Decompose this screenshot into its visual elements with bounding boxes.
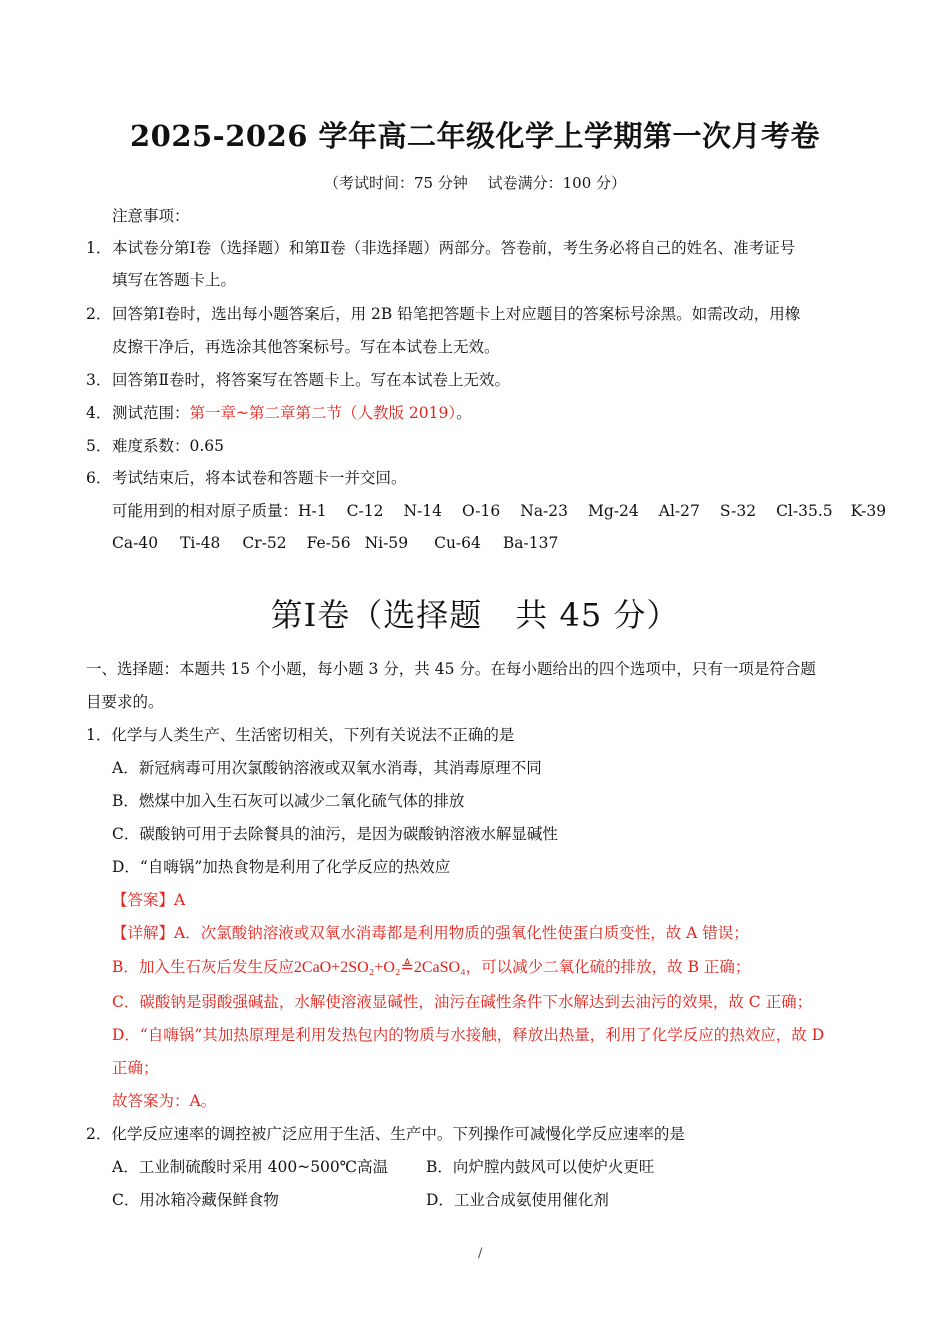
question-1-option-a: A．新冠病毒可用次氯酸钠溶液或双氧水消毒，其消毒原理不同: [112, 759, 542, 777]
note-item-1-cont: 填写在答题卡上。: [112, 271, 237, 289]
atomic-mass: S-32: [719, 502, 757, 520]
question-2-option-b: B．向炉膛内鼓风可以使炉火更旺: [426, 1158, 655, 1176]
note-item-1: [86, 238, 795, 258]
question-2-option-c: C．用冰箱冷藏保鲜食物: [112, 1191, 279, 1209]
question-1-conclusion: 故答案为：A。: [112, 1092, 217, 1110]
question-1-option-b: B．燃煤中加入生石灰可以减少二氧化硫气体的排放: [112, 792, 465, 810]
note-number: 3．: [86, 371, 112, 389]
question-1-detail-b: [112, 957, 750, 978]
note-text: 回答第Ⅰ卷时，选出每小题答案后，用 2B 铅笔把答题卡上对应题目的答案标号涂黑。如需改动，用橡: [112, 305, 801, 323]
question-1-detail-d: D．“自嗨锅”其加热原理是利用发热包内的物质与水接触，释放出热量，利用了化学反应的热效应，故 D: [112, 1026, 825, 1044]
question-2-option-a: A．工业制硫酸时采用 400~500℃高温: [112, 1158, 389, 1176]
test-scope: 第一章~第二章第二节（人教版 2019）: [189, 404, 457, 422]
note-text: 本试卷分第Ⅰ卷（选择题）和第Ⅱ卷（非选择题）两部分。答卷前，考生务必将自己的姓名、准考证号: [112, 239, 796, 257]
detail-text: B．加入生石灰后发生反应: [112, 958, 294, 976]
section-instruction-cont: 目要求的。: [86, 693, 164, 711]
question-2-stem: 2．化学反应速率的调控被广泛应用于生活、生产中。下列操作可减慢化学反应速率的是: [86, 1125, 685, 1143]
atomic-mass: H-1: [298, 502, 327, 520]
exam-title: 2025-2026 学年高二年级化学上学期第一次月考卷: [129, 119, 821, 153]
atomic-mass: Cr-52: [242, 534, 287, 552]
atomic-mass: Fe-56: [306, 534, 351, 552]
note-number: 4．: [86, 404, 112, 422]
question-2-option-d: D．工业合成氨使用催化剂: [426, 1191, 609, 1209]
atomic-mass: C-12: [346, 502, 384, 520]
exam-subtitle: （考试时间：75 分钟 试卷满分：100 分）: [323, 174, 627, 192]
note-number: 5．: [86, 437, 112, 455]
atomic-mass: K-39: [850, 502, 887, 520]
question-1-answer: 【答案】A: [112, 891, 186, 909]
atomic-mass: Na-23: [520, 502, 569, 520]
question-1-detail-a: 【详解】A．次氯酸钠溶液或双氧水消毒都是利用物质的强氧化性使蛋白质变性，故 A 错误；: [112, 924, 749, 942]
atomic-mass: Cl-35.5: [776, 502, 833, 520]
section-title: 第Ⅰ卷（选择题 共 45 分）: [270, 596, 680, 634]
atomic-mass: Ba-137: [502, 534, 559, 552]
note-item-3: [86, 370, 510, 390]
question-1-stem: 1．化学与人类生产、生活密切相关，下列有关说法不正确的是: [86, 726, 515, 744]
note-text: 测试范围：: [112, 404, 190, 422]
question-1-option-d: D．“自嗨锅”加热食物是利用了化学反应的热效应: [112, 858, 451, 876]
atomic-mass: Cu-64: [434, 534, 481, 552]
reaction-equation: 2CaO+2SO₂+O₂≜2CaSO₄: [293, 959, 466, 976]
question-1-detail-d-cont: 正确；: [112, 1059, 159, 1077]
note-item-2-cont: 皮擦干净后，再选涂其他答案标号。写在本试卷上无效。: [112, 338, 500, 356]
atomic-mass: O-16: [462, 502, 501, 520]
note-text: 考试结束后，将本试卷和答题卡一并交回。: [112, 469, 407, 487]
note-suffix: 。: [456, 404, 472, 422]
atomic-mass: Al-27: [658, 502, 700, 520]
question-1-option-c: C．碳酸钠可用于去除餐具的油污，是因为碳酸钠溶液水解显碱性: [112, 825, 558, 843]
notes-heading: 注意事项：: [112, 207, 190, 225]
note-number: 6．: [86, 469, 112, 487]
note-number: 1．: [86, 239, 112, 257]
atomic-mass-row-1: [112, 501, 886, 521]
detail-text: ，可以减少二氧化硫的排放，故 B 正确；: [465, 958, 751, 976]
note-item-4: [86, 403, 472, 423]
atomic-mass-row-2: [112, 533, 580, 553]
atomic-mass-label: 可能用到的相对原子质量：: [112, 502, 299, 520]
note-item-2: [86, 304, 800, 324]
note-text: 回答第Ⅱ卷时，将答案写在答题卡上。写在本试卷上无效。: [112, 371, 511, 389]
section-instruction: 一、选择题：本题共 15 个小题，每小题 3 分，共 45 分。在每小题给出的四个选项中，只有一项是符合题: [86, 660, 816, 678]
atomic-mass: Mg-24: [588, 502, 639, 520]
note-number: 2．: [86, 305, 112, 323]
atomic-mass: Ni-59: [364, 534, 409, 552]
note-text: 难度系数：0.65: [112, 437, 225, 455]
atomic-mass: Ti-48: [180, 534, 221, 552]
note-item-6: [86, 468, 407, 488]
atomic-mass: Ca-40: [112, 534, 159, 552]
atomic-mass: N-14: [403, 502, 442, 520]
question-1-detail-c: C．碳酸钠是弱酸强碱盐，水解使溶液显碱性，油污在碱性条件下水解达到去油污的效果，故 C 正确；: [112, 993, 813, 1011]
note-item-5: [86, 436, 224, 456]
page-footer-mark: /: [478, 1246, 483, 1261]
